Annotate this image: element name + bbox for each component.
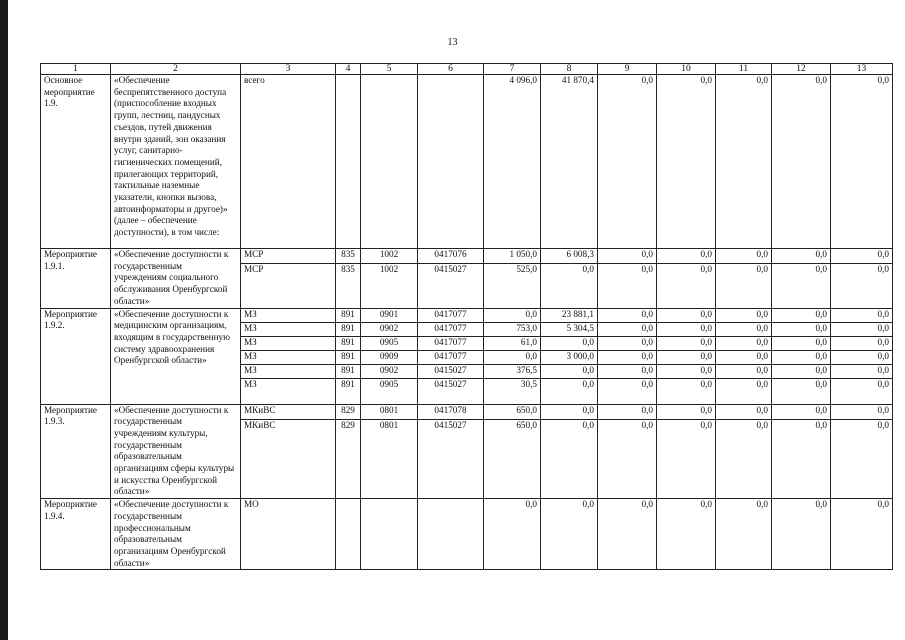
value-col7-cell: 0,0	[484, 499, 541, 570]
value-col10-cell: 0,0	[657, 499, 716, 570]
activity-description-cell: «Обеспечение доступности к медицинским организациям, входящим в государственную систему здравоохранения Оренбургской области»	[111, 308, 241, 404]
value-col10-cell: 0,0	[657, 364, 716, 378]
activity-description-cell: «Обеспечение доступности к государственным профессиональным образовательным организациям Оренбургской области»	[111, 499, 241, 570]
executor-cell: МЗ	[241, 336, 336, 350]
grbs-cell: 829	[336, 420, 361, 499]
value-col10-cell: 0,0	[657, 404, 716, 420]
value-col11-cell: 0,0	[716, 364, 772, 378]
activity-code-cell: Мероприятие 1.9.4.	[41, 499, 111, 570]
section-cell: 0902	[361, 322, 418, 336]
table-row	[41, 249, 893, 264]
value-col8-cell: 0,0	[541, 264, 598, 308]
section-cell: 0801	[361, 404, 418, 420]
table-row	[41, 499, 893, 570]
value-col9-cell: 0,0	[598, 75, 657, 249]
executor-cell: МСР	[241, 249, 336, 264]
value-col7-cell: 61,0	[484, 336, 541, 350]
value-col13-cell: 0,0	[831, 350, 893, 364]
value-col13-cell: 0,0	[831, 499, 893, 570]
section-cell	[361, 75, 418, 249]
value-col7-cell: 0,0	[484, 350, 541, 364]
value-col7-cell: 753,0	[484, 322, 541, 336]
value-col12-cell: 0,0	[772, 264, 831, 308]
activity-description-cell: «Обеспечение беспрепятственного доступа (приспособление входных групп, лестниц, пандусных съездов, путей движения внутри зданий, зон оказания услуг, санитарно-гигиенических помещений, прилегающих территорий, тактильные наземные указатели, кнопки вызова, автоинформаторы и другое)» (далее – обеспечение доступности), в том числе:	[111, 75, 241, 249]
section-cell	[361, 499, 418, 570]
grbs-cell: 891	[336, 308, 361, 322]
target-article-cell: 0415027	[418, 420, 484, 499]
value-col9-cell: 0,0	[598, 378, 657, 404]
budget-table	[40, 63, 893, 570]
header-row	[41, 64, 893, 75]
value-col7-cell: 376,5	[484, 364, 541, 378]
grbs-cell	[336, 75, 361, 249]
value-col11-cell: 0,0	[716, 499, 772, 570]
value-col13-cell: 0,0	[831, 264, 893, 308]
column-header-13: 13	[831, 64, 893, 75]
value-col10-cell: 0,0	[657, 420, 716, 499]
activity-description-cell: «Обеспечение доступности к государственным учреждениям культуры, государственным образовательным организациям сферы культуры и искусства Оренбургской области»	[111, 404, 241, 499]
value-col9-cell: 0,0	[598, 404, 657, 420]
value-col13-cell: 0,0	[831, 378, 893, 404]
value-col11-cell: 0,0	[716, 420, 772, 499]
page-number: 13	[447, 37, 458, 48]
grbs-cell: 835	[336, 264, 361, 308]
value-col13-cell: 0,0	[831, 308, 893, 322]
value-col11-cell: 0,0	[716, 336, 772, 350]
value-col7-cell: 30,5	[484, 378, 541, 404]
executor-cell: МЗ	[241, 378, 336, 404]
value-col13-cell: 0,0	[831, 364, 893, 378]
executor-cell: МСР	[241, 264, 336, 308]
value-col8-cell: 0,0	[541, 499, 598, 570]
value-col10-cell: 0,0	[657, 249, 716, 264]
target-article-cell: 0417077	[418, 308, 484, 322]
grbs-cell: 891	[336, 322, 361, 336]
value-col13-cell: 0,0	[831, 75, 893, 249]
executor-cell: МЗ	[241, 350, 336, 364]
value-col11-cell: 0,0	[716, 308, 772, 322]
value-col12-cell: 0,0	[772, 378, 831, 404]
scan-edge	[0, 0, 8, 640]
activity-code-cell: Мероприятие 1.9.3.	[41, 404, 111, 499]
value-col12-cell: 0,0	[772, 404, 831, 420]
value-col8-cell: 0,0	[541, 364, 598, 378]
table-row	[41, 404, 893, 420]
value-col11-cell: 0,0	[716, 264, 772, 308]
value-col7-cell: 4 096,0	[484, 75, 541, 249]
grbs-cell	[336, 499, 361, 570]
column-header-1: 1	[41, 64, 111, 75]
section-cell: 0905	[361, 378, 418, 404]
value-col8-cell: 0,0	[541, 420, 598, 499]
value-col7-cell: 525,0	[484, 264, 541, 308]
column-header-2: 2	[111, 64, 241, 75]
value-col10-cell: 0,0	[657, 264, 716, 308]
value-col11-cell: 0,0	[716, 322, 772, 336]
section-cell: 1002	[361, 264, 418, 308]
section-cell: 1002	[361, 249, 418, 264]
value-col13-cell: 0,0	[831, 336, 893, 350]
column-header-8: 8	[541, 64, 598, 75]
grbs-cell: 891	[336, 350, 361, 364]
target-article-cell	[418, 75, 484, 249]
value-col12-cell: 0,0	[772, 499, 831, 570]
column-header-9: 9	[598, 64, 657, 75]
executor-cell: МО	[241, 499, 336, 570]
value-col9-cell: 0,0	[598, 264, 657, 308]
column-header-5: 5	[361, 64, 418, 75]
section-cell: 0905	[361, 336, 418, 350]
target-article-cell: 0417077	[418, 322, 484, 336]
value-col8-cell: 23 881,1	[541, 308, 598, 322]
value-col12-cell: 0,0	[772, 420, 831, 499]
table-row	[41, 308, 893, 322]
value-col8-cell: 3 000,0	[541, 350, 598, 364]
value-col10-cell: 0,0	[657, 336, 716, 350]
target-article-cell: 0415027	[418, 264, 484, 308]
value-col7-cell: 0,0	[484, 308, 541, 322]
value-col9-cell: 0,0	[598, 322, 657, 336]
target-article-cell: 0417077	[418, 336, 484, 350]
value-col12-cell: 0,0	[772, 249, 831, 264]
value-col12-cell: 0,0	[772, 308, 831, 322]
grbs-cell: 891	[336, 364, 361, 378]
value-col11-cell: 0,0	[716, 249, 772, 264]
value-col9-cell: 0,0	[598, 350, 657, 364]
value-col8-cell: 0,0	[541, 404, 598, 420]
target-article-cell: 0417077	[418, 350, 484, 364]
executor-cell: МЗ	[241, 364, 336, 378]
grbs-cell: 891	[336, 336, 361, 350]
value-col13-cell: 0,0	[831, 322, 893, 336]
activity-code-cell: Основное мероприятие 1.9.	[41, 75, 111, 249]
value-col9-cell: 0,0	[598, 308, 657, 322]
executor-cell: всего	[241, 75, 336, 249]
value-col11-cell: 0,0	[716, 378, 772, 404]
column-header-11: 11	[716, 64, 772, 75]
value-col10-cell: 0,0	[657, 378, 716, 404]
column-header-4: 4	[336, 64, 361, 75]
column-header-7: 7	[484, 64, 541, 75]
value-col9-cell: 0,0	[598, 249, 657, 264]
value-col10-cell: 0,0	[657, 350, 716, 364]
section-cell: 0901	[361, 308, 418, 322]
activity-code-cell: Мероприятие 1.9.1.	[41, 249, 111, 309]
column-header-12: 12	[772, 64, 831, 75]
target-article-cell: 0417078	[418, 404, 484, 420]
value-col7-cell: 650,0	[484, 420, 541, 499]
value-col8-cell: 6 008,3	[541, 249, 598, 264]
value-col12-cell: 0,0	[772, 322, 831, 336]
value-col7-cell: 1 050,0	[484, 249, 541, 264]
value-col9-cell: 0,0	[598, 336, 657, 350]
value-col10-cell: 0,0	[657, 75, 716, 249]
value-col13-cell: 0,0	[831, 404, 893, 420]
value-col11-cell: 0,0	[716, 350, 772, 364]
value-col11-cell: 0,0	[716, 404, 772, 420]
executor-cell: МЗ	[241, 322, 336, 336]
value-col12-cell: 0,0	[772, 336, 831, 350]
value-col9-cell: 0,0	[598, 364, 657, 378]
executor-cell: МКиВС	[241, 404, 336, 420]
grbs-cell: 891	[336, 378, 361, 404]
executor-cell: МЗ	[241, 308, 336, 322]
value-col8-cell: 41 870,4	[541, 75, 598, 249]
executor-cell: МКиВС	[241, 420, 336, 499]
column-header-3: 3	[241, 64, 336, 75]
grbs-cell: 835	[336, 249, 361, 264]
section-cell: 0902	[361, 364, 418, 378]
column-header-10: 10	[657, 64, 716, 75]
activity-description-cell: «Обеспечение доступности к государственным учреждениям социального обслуживания Оренбургской области»	[111, 249, 241, 309]
value-col9-cell: 0,0	[598, 499, 657, 570]
section-cell: 0909	[361, 350, 418, 364]
target-article-cell	[418, 499, 484, 570]
value-col8-cell: 0,0	[541, 336, 598, 350]
value-col12-cell: 0,0	[772, 364, 831, 378]
section-cell: 0801	[361, 420, 418, 499]
value-col13-cell: 0,0	[831, 249, 893, 264]
grbs-cell: 829	[336, 404, 361, 420]
value-col12-cell: 0,0	[772, 75, 831, 249]
activity-code-cell: Мероприятие 1.9.2.	[41, 308, 111, 404]
value-col11-cell: 0,0	[716, 75, 772, 249]
target-article-cell: 0417076	[418, 249, 484, 264]
target-article-cell: 0415027	[418, 364, 484, 378]
value-col7-cell: 650,0	[484, 404, 541, 420]
value-col8-cell: 5 304,5	[541, 322, 598, 336]
value-col12-cell: 0,0	[772, 350, 831, 364]
value-col10-cell: 0,0	[657, 308, 716, 322]
value-col10-cell: 0,0	[657, 322, 716, 336]
value-col13-cell: 0,0	[831, 420, 893, 499]
value-col8-cell: 0,0	[541, 378, 598, 404]
table-row	[41, 75, 893, 249]
value-col9-cell: 0,0	[598, 420, 657, 499]
column-header-6: 6	[418, 64, 484, 75]
target-article-cell: 0415027	[418, 378, 484, 404]
